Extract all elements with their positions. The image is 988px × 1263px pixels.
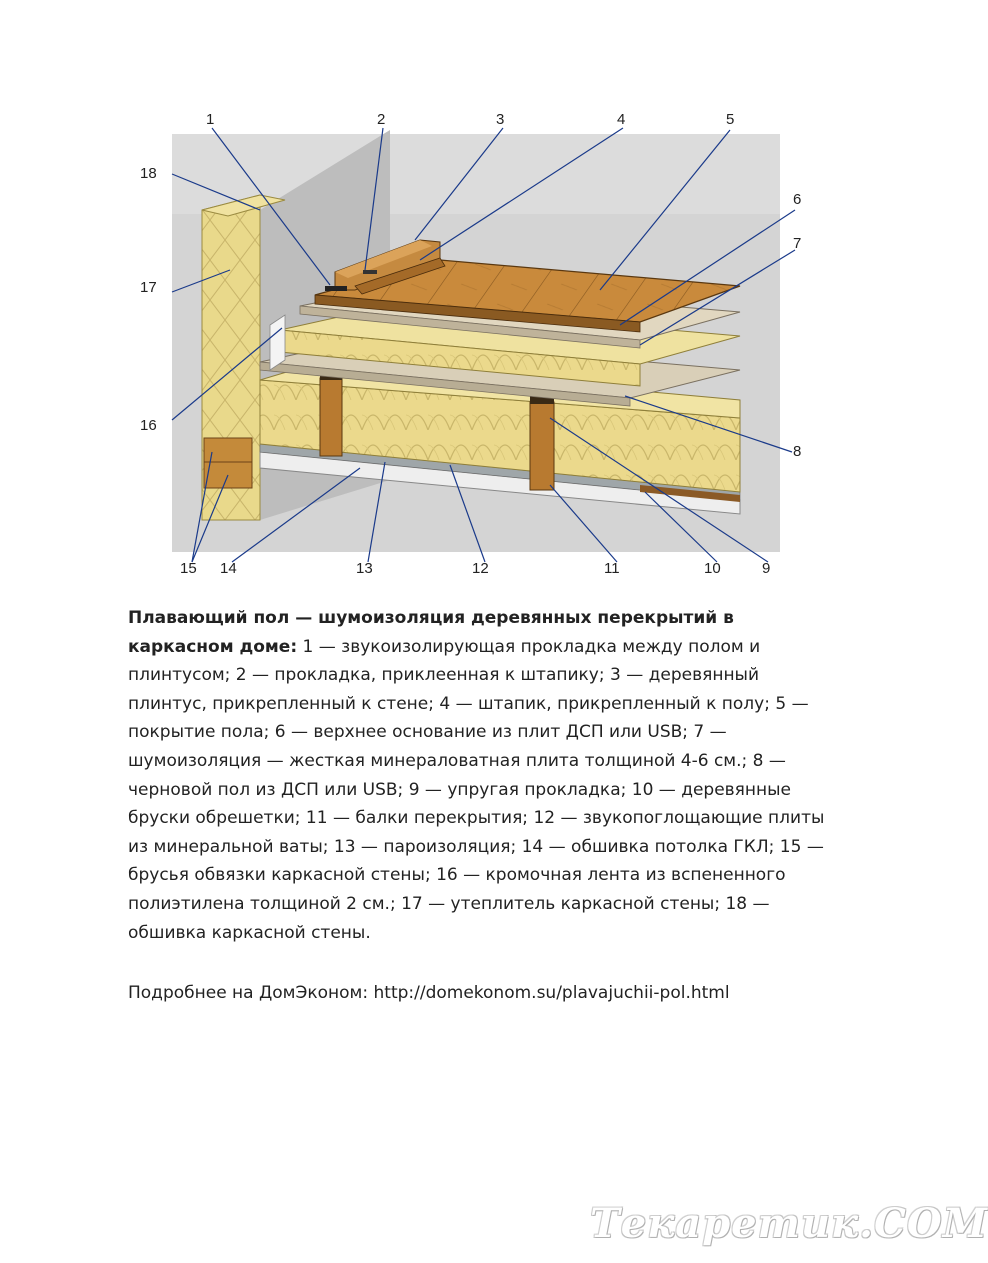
glued-pad bbox=[363, 270, 377, 274]
figure-caption bbox=[128, 604, 828, 947]
label-10: 10 bbox=[704, 560, 721, 577]
floor-joist bbox=[320, 378, 342, 456]
label-8: 8 bbox=[793, 443, 802, 460]
label-15: 15 bbox=[180, 560, 197, 577]
floor-cross-section-diagram bbox=[120, 100, 820, 590]
label-3: 3 bbox=[496, 111, 505, 128]
label-4: 4 bbox=[617, 111, 626, 128]
label-11: 11 bbox=[604, 560, 620, 577]
label-13: 13 bbox=[356, 560, 373, 577]
wall-frame-beams bbox=[204, 438, 252, 488]
label-5: 5 bbox=[726, 111, 735, 128]
label-1: 1 bbox=[206, 111, 215, 128]
source-link[interactable]: Подробнее на ДомЭконом: http://domekonom.su/plavajuchii-pol.html bbox=[128, 983, 730, 1003]
caption-body: 1 — звукоизолирующая прокладка между полом и плинтусом; 2 — прокладка, приклеенная к штапику; 3 — деревянный плинтус, прикрепленный к стене; 4 — штапик, прикрепленный к полу; 5 — покрытие пола; 6 — верхнее основание из плит ДСП или USB; 7 — шумоизоляция — жесткая минераловатная плита толщиной 4-6 см.; 8 — черновой пол из ДСП или USB; 9 — упругая прокладка; 10 — деревянные бруски обрешетки; 11 — балки перекрытия; 12 — звукопоглощающие плиты из минеральной ваты; 13 — пароизоляция; 14 — обшивка потолка ГКЛ; 15 — брусья обвязки каркасной стены; 16 — кромочная лента из вспененного полиэтилена толщиной 2 см.; 17 — утеплитель каркасной стены; 18 — обшивка каркасной стены. bbox=[128, 636, 825, 943]
label-12: 12 bbox=[472, 560, 489, 577]
label-14: 14 bbox=[220, 560, 237, 577]
label-2: 2 bbox=[377, 111, 386, 128]
sound-pad bbox=[325, 286, 347, 291]
watermark: Текаретик.СОМ bbox=[590, 1200, 988, 1247]
label-18: 18 bbox=[140, 165, 157, 182]
label-16: 16 bbox=[140, 417, 157, 434]
label-17: 17 bbox=[140, 279, 157, 296]
label-6: 6 bbox=[793, 191, 802, 208]
edge-tape bbox=[270, 315, 285, 370]
floor-joist bbox=[530, 402, 554, 490]
caption-heading: Плавающий пол — шумоизоляция деревянных перекрытий в каркасном доме: bbox=[128, 608, 734, 657]
label-7: 7 bbox=[793, 235, 802, 252]
label-9: 9 bbox=[762, 560, 771, 577]
